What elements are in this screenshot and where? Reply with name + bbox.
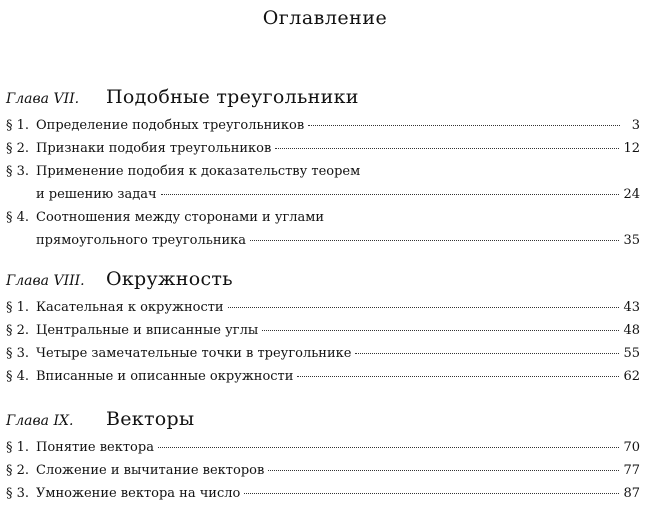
section-number: § 4. [6, 210, 30, 225]
dot-leader [355, 352, 619, 354]
section-title-continued: прямоугольного треугольника [36, 233, 247, 248]
toc-entry[interactable] [0, 459, 640, 482]
section-number: § 1. [6, 118, 30, 133]
toc-entry[interactable] [0, 319, 640, 342]
section-title: Сложение и вычитание векторов [36, 463, 265, 478]
section-title: Определение подобных треугольников [36, 118, 305, 133]
section-title-continued: и решению задач [36, 187, 157, 202]
toc-entry[interactable] [0, 114, 640, 137]
page-number: 62 [623, 369, 640, 384]
section-title: Касательная к окружности [36, 300, 224, 315]
dot-leader [244, 492, 619, 494]
chapter-name: Векторы [106, 408, 195, 430]
chapter-name: Подобные треугольники [106, 86, 359, 108]
section-title: Понятие вектора [36, 440, 154, 455]
page-number: 3 [631, 118, 640, 133]
section-title: Признаки подобия треугольников [36, 141, 272, 156]
section-number: § 3. [6, 164, 30, 179]
section-number: § 3. [6, 486, 30, 501]
chapter-heading [0, 86, 650, 114]
section-title: Четыре замечательные точки в треугольнике [36, 346, 352, 361]
chapter-label: Глава VII. [6, 91, 80, 107]
page-number: 43 [623, 300, 640, 315]
section-number: § 1. [6, 300, 30, 315]
dot-leader [275, 147, 619, 149]
toc-entry[interactable] [0, 137, 640, 160]
chapter-9 [0, 408, 650, 505]
page-number: 12 [623, 141, 640, 156]
section-title: Соотношения между сторонами и углами [36, 210, 325, 225]
dot-leader [297, 375, 619, 377]
toc-entry[interactable] [0, 296, 640, 319]
chapter-label: Глава IX. [6, 413, 74, 429]
page-number: 24 [623, 187, 640, 202]
dot-leader [161, 193, 620, 195]
toc-entry[interactable] [0, 206, 640, 252]
section-number: § 4. [6, 369, 30, 384]
toc-entry[interactable] [0, 160, 640, 206]
chapter-heading [0, 268, 650, 296]
page-number: 35 [623, 233, 640, 248]
page-title: Оглавление [262, 7, 388, 29]
page-number: 87 [623, 486, 640, 501]
dot-leader [250, 239, 619, 241]
section-number: § 2. [6, 141, 30, 156]
toc-entry[interactable] [0, 436, 640, 459]
toc-entry[interactable] [0, 482, 640, 505]
chapter-name: Окружность [106, 268, 233, 290]
section-number: § 3. [6, 346, 30, 361]
page-number: 70 [623, 440, 640, 455]
chapter-8 [0, 268, 650, 388]
chapter-label: Глава VIII. [6, 273, 85, 289]
section-title: Вписанные и описанные окружности [36, 369, 294, 384]
page-number: 48 [623, 323, 640, 338]
section-title: Умножение вектора на число [36, 486, 241, 501]
toc-entry[interactable] [0, 365, 640, 388]
chapter-heading [0, 408, 650, 436]
page-number: 77 [623, 463, 640, 478]
section-title: Центральные и вписанные углы [36, 323, 259, 338]
dot-leader [228, 306, 620, 308]
dot-leader [262, 329, 619, 331]
page-number: 55 [623, 346, 640, 361]
section-number: § 1. [6, 440, 30, 455]
section-title: Применение подобия к доказательству теорем [36, 164, 361, 179]
dot-leader [158, 446, 620, 448]
section-number: § 2. [6, 463, 30, 478]
toc-entry[interactable] [0, 342, 640, 365]
chapter-7 [0, 86, 650, 252]
section-number: § 2. [6, 323, 30, 338]
dot-leader [268, 469, 619, 471]
dot-leader [308, 124, 620, 126]
